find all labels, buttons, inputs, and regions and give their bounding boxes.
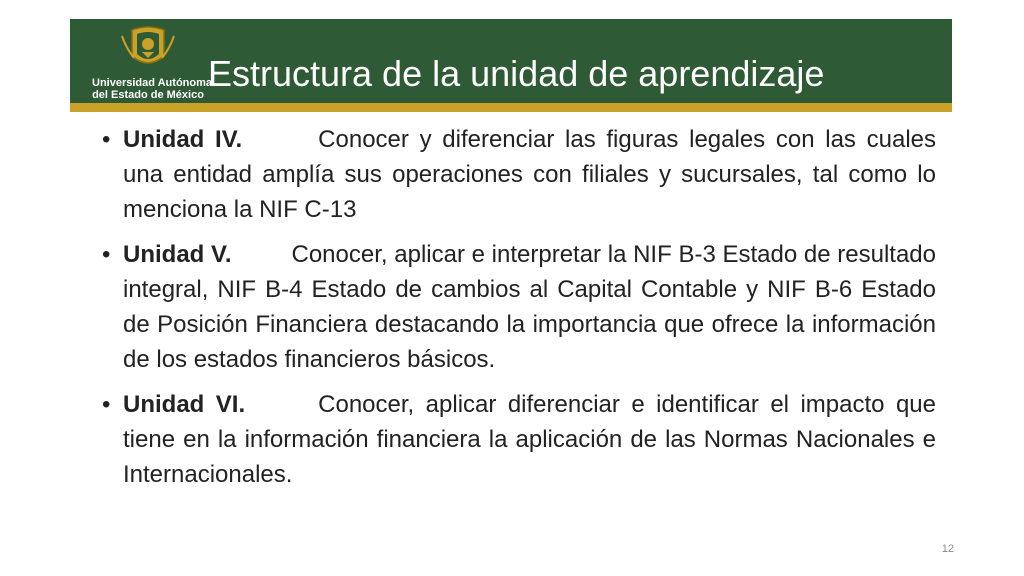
logo-text-line2: del Estado de México [92,89,204,101]
slide-number: 12 [941,543,954,555]
logo-text-line1: Universidad Autónoma [92,77,212,89]
unit-description: Conocer, aplicar e interpretar la NIF B-3 Estado de resultado integral, NIF B-4 Estado de cambios al Capital Contable y NIF B-6 Estado de Posición Financiera destacando la importancia que ofrece la información de los estados financieros básicos. [123,241,937,373]
unit-description: Conocer y diferenciar las figuras legales con las cuales una entidad amplía sus operaciones con filiales y sucursales, tal como lo menciona la NIF C-13 [123,126,936,223]
list-item [100,237,936,377]
title-bar-accent [70,103,952,112]
bullet-icon: • [102,391,111,418]
university-logo [92,22,212,102]
university-shield-icon [92,22,204,76]
unit-description: Conocer, aplicar diferenciar e identificar el impacto que tiene en la información financiera la aplicación de las Normas Nacionales e Internacionales. [123,391,936,488]
unit-label: Unidad VI. [123,391,246,418]
slide-title: Estructura de la unidad de aprendizaje [208,53,825,94]
list-item [100,387,936,492]
list-item [100,122,936,227]
bullet-icon: • [102,126,111,153]
unit-label: Unidad V. [123,241,232,268]
bullet-icon: • [102,241,111,268]
bullet-list [100,122,936,502]
unit-label: Unidad IV. [123,126,243,153]
